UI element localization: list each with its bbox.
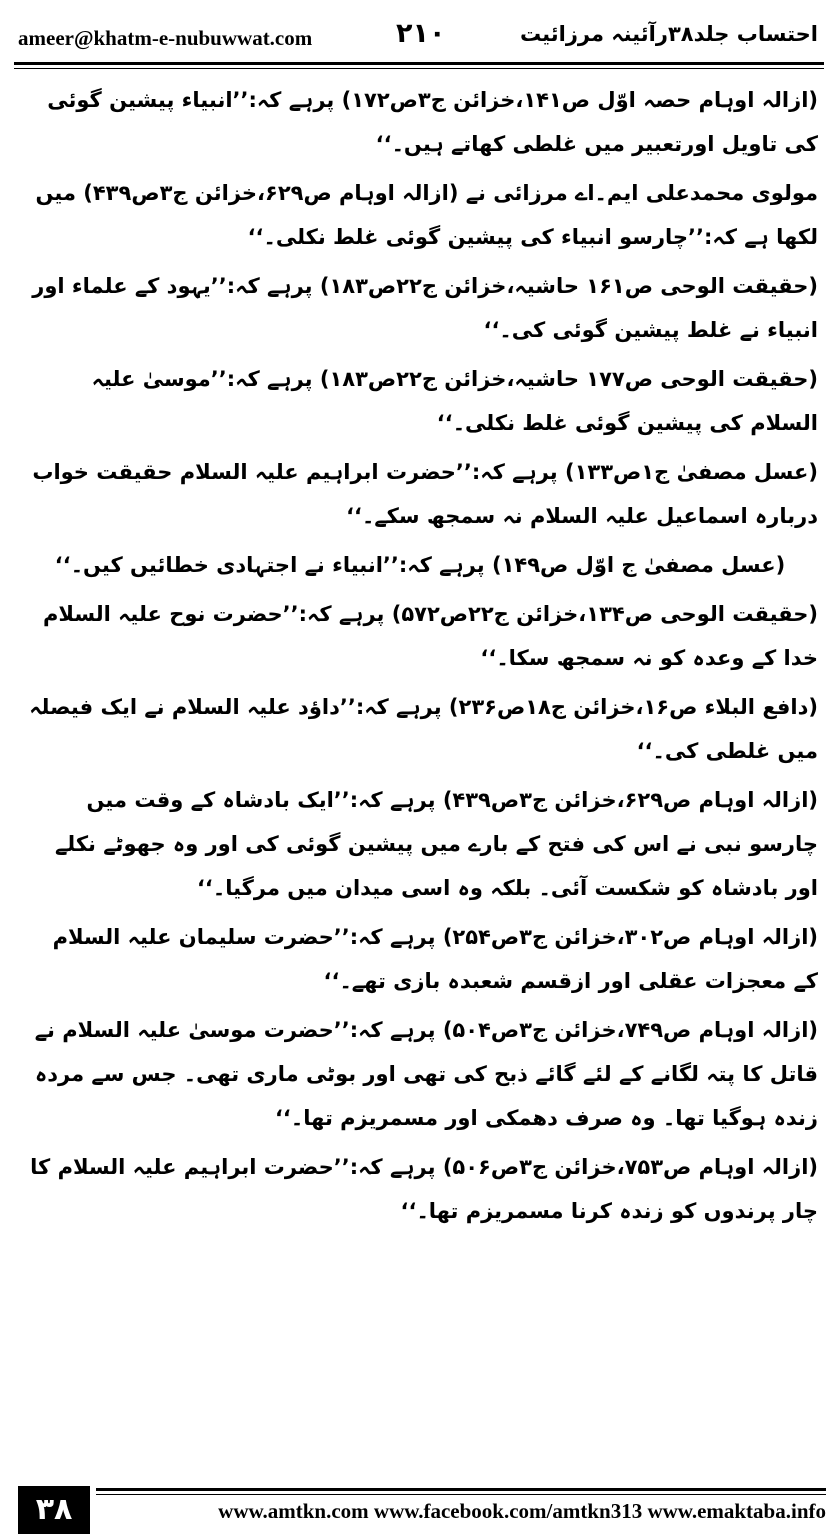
paragraph-1: (ازالہ اوہام حصہ اوّل ص۱۴۱،خزائن ج۳ص۱۷۲) پرہے کہ:’’انبیاء پیشین گوئی کی تاویل اورتعبیر میں غلطی کھاتے ہیں۔‘‘ [47,88,818,156]
footer-rule [96,1488,826,1491]
header-rule-thin [14,68,824,69]
paragraph-2: مولوی محمدعلی ایم۔اے مرزائی نے (ازالہ اوہام ص۶۲۹،خزائن ج۳ص۴۳۹) میں لکھا ہے کہ:’’چارسو انبیاء کی پیشین گوئی غلط نکلی۔‘‘ [35,181,818,249]
paragraph-11: (ازالہ اوہام ص۷۴۹،خزائن ج۳ص۵۰۴) پرہے کہ:’’حضرت موسیٰ علیہ السلام نے قاتل کا پتہ لگانے کے لئے گائے ذبح کی تھی اور بوٹی ماری تھی۔ جس سے مردہ زندہ ہوگیا تھا۔ وہ صرف دھمکی اور مسمریزم تھا۔‘‘ [34,1018,818,1130]
page-number: ۲۱۰ [396,18,446,49]
paragraph-8: (دافع البلاء ص۱۶،خزائن ج۱۸ص۲۳۶) پرہے کہ:’’داؤد علیہ السلام نے ایک فیصلہ میں غلطی کی۔‘‘ [29,695,818,763]
paragraph-7: (حقیقت الوحی ص۱۳۴،خزائن ج۲۲ص۵۷۲) پرہے کہ:’’حضرت نوح علیہ السلام خدا کے وعدہ کو نہ سمجھ سکا۔‘‘ [42,602,818,670]
volume-badge: ۳۸ [18,1486,90,1534]
header-email: ameer@khatm-e-nubuwwat.com [18,26,313,50]
footer-urls: www.amtkn.com www.facebook.com/amtkn313 www.emaktaba.info [218,1499,826,1523]
paragraph-4: (حقیقت الوحی ص۱۷۷ حاشیہ،خزائن ج۲۲ص۱۸۳) پرہے کہ:’’موسیٰ علیہ السلام کی پیشین گوئی غلط نکلی۔‘‘ [91,367,818,435]
paragraph-6: (عسل مصفیٰ ج اوّل ص۱۴۹) پرہے کہ:’’انبیاء نے اجتہادی خطائیں کیں۔‘‘ [54,553,786,577]
page-header [18,14,818,54]
paragraph-3: (حقیقت الوحی ص۱۶۱ حاشیہ،خزائن ج۲۲ص۱۸۳) پرہے کہ:’’یہود کے علماء اور انبیاء نے غلط پیشین گوئی کی۔‘‘ [32,274,818,342]
paragraph-10: (ازالہ اوہام ص۳۰۲،خزائن ج۳ص۲۵۴) پرہے کہ:’’حضرت سلیمان علیہ السلام کے معجزات عقلی اور ازقسم شعبدہ بازی تھے۔‘‘ [52,925,818,993]
book-title: احتساب جلد۳۸رآئینہ مرزائیت [519,22,818,46]
paragraph-9: (ازالہ اوہام ص۶۲۹،خزائن ج۳ص۴۳۹) پرہے کہ:’’ایک بادشاہ کے وقت میں چارسو نبی نے اس کی فتح کے بارے میں پیشین گوئی کی اور وہ جھوٹے نکلے اور بادشاہ کو شکست آئی۔ بلکہ وہ اسی میدان میں مرگیا۔‘‘ [54,788,818,900]
paragraph-12: (ازالہ اوہام ص۷۵۳،خزائن ج۳ص۵۰۶) پرہے کہ:’’حضرت ابراہیم علیہ السلام کا چار پرندوں کو زندہ کرنا مسمریزم تھا۔‘‘ [30,1155,818,1223]
paragraph-5: (عسل مصفیٰ ج۱ص۱۳۳) پرہے کہ:’’حضرت ابراہیم علیہ السلام حقیقت خواب دربارہ اسماعیل علیہ السلام نہ سمجھ سکے۔‘‘ [32,460,818,528]
footer-rule-thin [96,1494,826,1495]
page-body [22,78,818,1238]
header-rule [14,62,824,65]
